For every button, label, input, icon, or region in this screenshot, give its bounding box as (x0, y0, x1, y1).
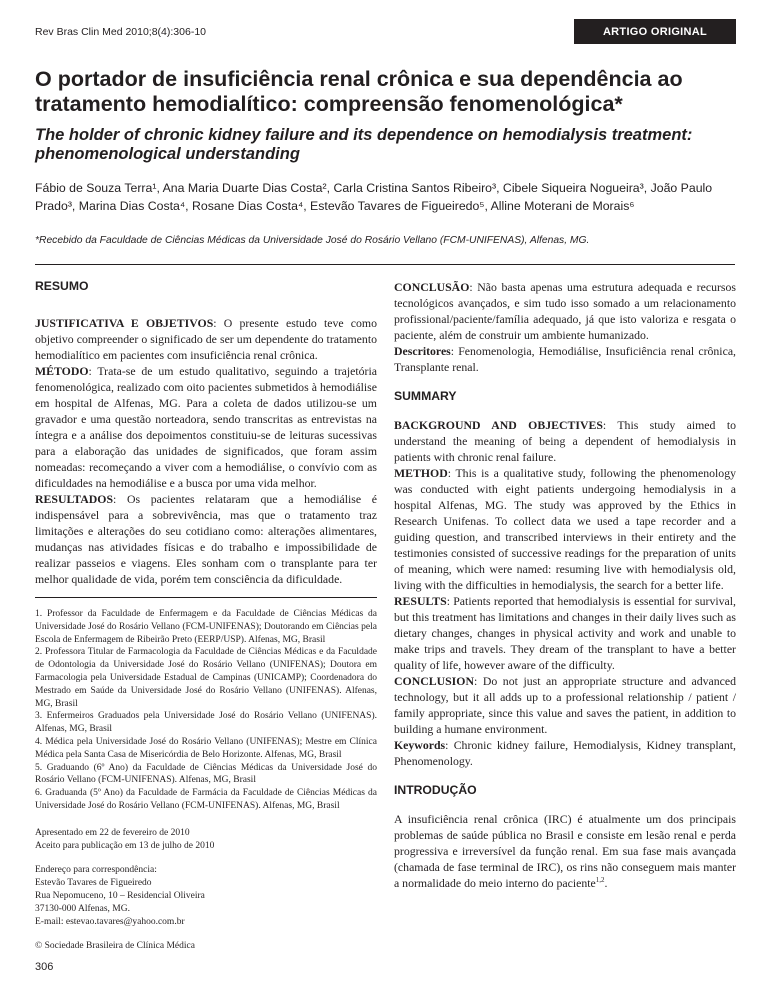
footnote-item: 1. Professor da Faculdade de Enfermagem e da Faculdade de Ciências Médicas da Universidade José do Rosário Vellano (FCM-UNIFENAS); Doutorando em Ciências pela Escola de Enfermagem de Ribeirão Preto (EERP/USP). Alfenas, MG, Brasil (35, 609, 377, 645)
resumo-paragraph (35, 315, 377, 587)
article-subtitle: The holder of chronic kidney failure and its dependence on hemodialysis treatment: phenomenological understanding (35, 126, 693, 163)
author-list: Fábio de Souza Terra¹, Ana Maria Duarte Dias Costa², Carla Cristina Santos Ribeiro³, Cibele Siqueira Nogueira³, João Paulo Prado³, Marina Dias Costa⁴, Rosane Dias Costa⁴, Estevão Tavares de Figueiredo⁵, Alline Moterani de Morais⁶ (35, 181, 713, 213)
right-column (394, 279, 736, 891)
resumo-descritores-label: Descritores (394, 344, 451, 358)
left-column (35, 279, 377, 953)
summary-results-text: : Patients reported that hemodialysis is essential for survival, but this treatment has limitations and changes in their daily lives such as dietary changes, changes in physical activity and work and unable to make trips and travels. They dream of the transplant to have a better quality of life, however aware of the difficulty. (394, 594, 736, 672)
summary-background-text: : This study aimed to understand the meaning of being a dependent of hemodialysis in patients with chronic renal failure. (394, 418, 736, 464)
footnote-item: 5. Graduando (6º Ano) da Faculdade de Ciências Médicas da Universidade José do Rosário Vellano (FCM-UNIFENAS). Alfenas, MG, Brasil (35, 762, 377, 786)
resumo-conclusao-label: CONCLUSÃO (394, 280, 470, 294)
resumo-metodo-text: : Trata-se de um estudo qualitativo, seguindo a trajetória fenomenológica, realizado com oito pacientes submetidos à hemodiálise em hospital de Alfenas, MG. Para a coleta de dados utilizou-se um gravador e uma questão norteadora, sendo transcritas as entrevistas na íntegra e a análise dos depoimentos constituiu-se de leituras sucessivas para a elaboração das unidades de significados, que foram assim nomeadas: recomeçando a viver com a hemodiálise, o convívio com as dificuldades na hemodiálise e a busca por uma vida melhor. (35, 364, 377, 490)
footnote-item: 2. Professora Titular de Farmacologia da Faculdade de Ciências Médicas e da Faculdade de Odontologia da Universidade José do Rosário Vellano (UNIFENAS); Doutora em Farmacologia pela Universidade Estadual de Campinas (UNICAMP); Coordenadora do Mestrado em Saúde da Universidade José do Rosário Vellano (UNIFENAS). Alfenas, MG, Brasil (35, 647, 377, 709)
correspondence-email: E-mail: estevao.tavares@yahoo.com.br (35, 916, 185, 927)
citation-ref: 1,2 (595, 876, 605, 885)
affiliation-note: *Recebido da Faculdade de Ciências Médicas da Universidade José do Rosário Vellano (FCM-UNIFENAS), Alfenas, MG. (35, 235, 590, 246)
footnote-list (35, 608, 377, 813)
resumo-resultados-label: RESULTADOS (35, 492, 114, 506)
summary-conclusion-label: CONCLUSION (394, 674, 474, 688)
resumo-heading: RESUMO (35, 279, 89, 293)
resumo-justificativa-label: JUSTIFICATIVA E OBJETIVOS (35, 316, 214, 330)
page-number: 306 (35, 961, 54, 973)
summary-heading: SUMMARY (394, 389, 457, 403)
summary-conclusion-text: : Do not just an appropriate structure and advanced technology, but it all adds up to a professional relationship / patient / family appropriate, since this value and saves the patient, in addition to building a humane environment. (394, 674, 736, 736)
submitted-date: Apresentado em 22 de fevereiro de 2010 (35, 827, 190, 838)
summary-method-text: : This is a qualitative study, following the phenomenology was conducted with eight patients undergoing hemodialysis in a hospital Alfenas, MG. The study was approved by the Ethics in Research Unifenas. To collect data we used a tape recorder and a guiding question, and transcribed interviews in their entirety and the testimonies consisted of successive readings for the preparation of units of meaning, which were named: resuming live with hemodialysis old, living with the difficulties in hemodialysis, the search for a better life. (394, 466, 736, 592)
footnote-item: 4. Médica pela Universidade José do Rosário Vellano (UNIFENAS); Mestre em Clínica Médica pela Santa Casa de Misericórdia de Belo Horizonte. Alfenas, MG, Brasil (35, 736, 377, 760)
summary-background-label: BACKGROUND AND OBJECTIVES (394, 418, 603, 432)
introducao-end: . (604, 876, 608, 890)
footnote-item: 6. Graduanda (5º Ano) da Faculdade de Farmácia da Faculdade de Ciências Médicas da Universidade José do Rosário Vellano (FCM-UNIFENAS). Alfenas, MG, Brasil (35, 788, 377, 811)
correspondence-city: 37130-000 Alfenas, MG. (35, 903, 130, 914)
article-type-badge: ARTIGO ORIGINAL (574, 19, 736, 44)
resumo-descritores-text: : Fenomenologia, Hemodiálise, Insuficiência renal crônica, Transplante renal. (394, 344, 736, 374)
header-divider (35, 264, 735, 265)
introducao-paragraph (394, 811, 736, 891)
summary-paragraph (394, 417, 736, 769)
resumo-resultados-text: : Os pacientes relataram que a hemodiálise é indispensável para a sobrevivência, mas que o tratamento traz limitações e alterações do seu cotidiano como: alterações alimentares, mudanças nas atividades físicas e do trabalho e impossibilidade de realizar passeios e viagens. Eles sonham com o transplante para ter melhor qualidade de vida, porém tem consciência da dificuldade. (35, 492, 377, 586)
resumo-metodo-label: MÉTODO (35, 364, 89, 378)
resumo-conclusao-text: : Não basta apenas uma estrutura adequada e recursos tecnológicos avançados, e sim tudo isso somado a um relacionamento profissional/paciente/família adequado, já que isto valoriza e resgata o paciente, além de construir um ambiente humanizado. (394, 280, 736, 342)
summary-keywords-text: : Chronic kidney failure, Hemodialysis, Kidney transplant, Phenomenology. (394, 738, 736, 768)
resumo-continuation (394, 279, 736, 375)
introducao-heading: INTRODUÇÃO (394, 783, 477, 797)
footnote-item: 3. Enfermeiros Graduados pela Universidade José do Rosário Vellano (UNIFENAS). Alfenas, MG, Brasil (35, 711, 377, 735)
resumo-justificativa-text: : O presente estudo teve como objetivo compreender o significado de ser um dependente do tratamento hemodialítico em pacientes com insuficiência renal crônica. (35, 316, 377, 362)
summary-keywords-label: Keywords (394, 738, 446, 752)
summary-results-label: RESULTS (394, 594, 447, 608)
correspondence-name: Estevão Tavares de Figueiredo (35, 878, 152, 889)
summary-method-label: METHOD (394, 466, 448, 480)
accepted-date: Aceito para publicação em 13 de julho de 2010 (35, 840, 215, 851)
correspondence-label: Endereço para correspondência: (35, 865, 157, 876)
introducao-text: A insuficiência renal crônica (IRC) é atualmente um dos principais problemas de saúde pública no Brasil e consiste em lesão renal e perda progressiva e irreversível da função renal. Em sua fase mais avançada (chamada de fase terminal de IRC), os rins não conseguem mais manter a normalidade do meio interno do paciente (394, 812, 736, 890)
article-title: O portador de insuficiência renal crônica e sua dependência ao tratamento hemodialítico: compreensão fenomenológica* (35, 67, 683, 116)
copyright-notice: © Sociedade Brasileira de Clínica Médica (35, 941, 195, 952)
correspondence-street: Rua Nepomuceno, 10 – Residencial Oliveira (35, 890, 205, 901)
journal-citation: Rev Bras Clin Med 2010;8(4):306-10 (35, 26, 207, 38)
